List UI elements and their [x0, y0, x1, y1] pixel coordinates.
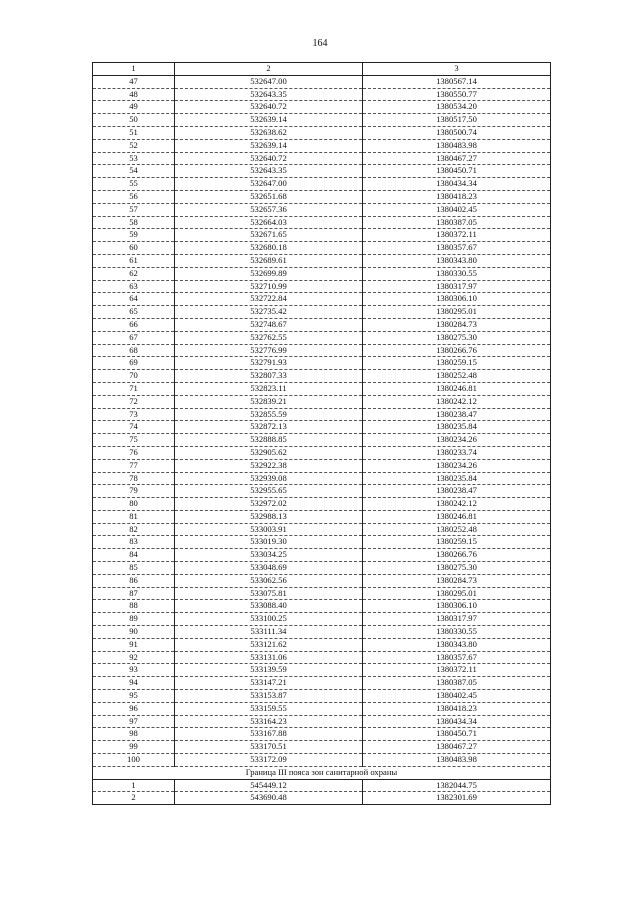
- x-coordinate-cell: 533062.56: [175, 574, 363, 587]
- table-row: [93, 229, 551, 242]
- y-coordinate-cell: 1380284.73: [363, 574, 551, 587]
- table-row: [93, 485, 551, 498]
- x-coordinate-cell: 533111.34: [175, 626, 363, 639]
- x-coordinate-cell: 532776.99: [175, 344, 363, 357]
- y-coordinate-cell: 1380266.76: [363, 549, 551, 562]
- x-coordinate-cell: 533048.69: [175, 562, 363, 575]
- x-coordinate-cell: 532640.72: [175, 101, 363, 114]
- x-coordinate-cell: 532647.00: [175, 75, 363, 88]
- y-coordinate-cell: 1380534.20: [363, 101, 551, 114]
- table-row: [93, 178, 551, 191]
- x-coordinate-cell: 532657.36: [175, 203, 363, 216]
- point-number-cell: 51: [93, 126, 175, 139]
- point-number-cell: 98: [93, 728, 175, 741]
- point-number-cell: 89: [93, 613, 175, 626]
- point-number-cell: 49: [93, 101, 175, 114]
- x-coordinate-cell: 532905.62: [175, 446, 363, 459]
- table-row: [93, 638, 551, 651]
- y-coordinate-cell: 1380238.47: [363, 408, 551, 421]
- table-row: [93, 472, 551, 485]
- point-number-cell: 83: [93, 536, 175, 549]
- point-number-cell: 78: [93, 472, 175, 485]
- y-coordinate-cell: 1380450.71: [363, 728, 551, 741]
- x-coordinate-cell: 533003.91: [175, 523, 363, 536]
- table-row: [93, 242, 551, 255]
- table-row: [93, 715, 551, 728]
- x-coordinate-cell: 533100.25: [175, 613, 363, 626]
- point-number-cell: 88: [93, 600, 175, 613]
- table-row: [93, 254, 551, 267]
- table-row: [93, 139, 551, 152]
- table-row: [93, 446, 551, 459]
- table-row: [93, 587, 551, 600]
- point-number-cell: 64: [93, 293, 175, 306]
- table-row: [93, 574, 551, 587]
- table-row: [93, 626, 551, 639]
- y-coordinate-cell: 1380234.26: [363, 434, 551, 447]
- x-coordinate-cell: 532664.03: [175, 216, 363, 229]
- point-number-cell: 61: [93, 254, 175, 267]
- x-coordinate-cell: 532689.61: [175, 254, 363, 267]
- point-number-cell: 99: [93, 741, 175, 754]
- y-coordinate-cell: 1380450.71: [363, 165, 551, 178]
- point-number-cell: 70: [93, 370, 175, 383]
- table-row: [93, 370, 551, 383]
- point-number-cell: 58: [93, 216, 175, 229]
- y-coordinate-cell: 1380306.10: [363, 293, 551, 306]
- table-row: [93, 152, 551, 165]
- y-coordinate-cell: 1380330.55: [363, 267, 551, 280]
- point-number-cell: 62: [93, 267, 175, 280]
- x-coordinate-cell: 533019.30: [175, 536, 363, 549]
- y-coordinate-cell: 1380238.47: [363, 485, 551, 498]
- x-coordinate-cell: 532823.11: [175, 382, 363, 395]
- y-coordinate-cell: 1380266.76: [363, 344, 551, 357]
- table-row: [93, 216, 551, 229]
- column-header: 2: [175, 63, 363, 76]
- x-coordinate-cell: 533153.87: [175, 690, 363, 703]
- y-coordinate-cell: 1380317.97: [363, 280, 551, 293]
- y-coordinate-cell: 1380235.84: [363, 421, 551, 434]
- y-coordinate-cell: 1380343.80: [363, 638, 551, 651]
- table-row: [93, 190, 551, 203]
- table-header-row: [93, 63, 551, 76]
- point-number-cell: 1: [93, 779, 175, 792]
- x-coordinate-cell: 533121.62: [175, 638, 363, 651]
- table-row: [93, 88, 551, 101]
- x-coordinate-cell: 533088.40: [175, 600, 363, 613]
- y-coordinate-cell: 1380246.81: [363, 382, 551, 395]
- table-row: [93, 101, 551, 114]
- table-row: [93, 306, 551, 319]
- y-coordinate-cell: 1380246.81: [363, 510, 551, 523]
- y-coordinate-cell: 1380259.15: [363, 357, 551, 370]
- point-number-cell: 93: [93, 664, 175, 677]
- table-row: [93, 702, 551, 715]
- table-row: [93, 280, 551, 293]
- x-coordinate-cell: 532922.38: [175, 459, 363, 472]
- y-coordinate-cell: 1380434.34: [363, 715, 551, 728]
- point-number-cell: 90: [93, 626, 175, 639]
- point-number-cell: 67: [93, 331, 175, 344]
- point-number-cell: 68: [93, 344, 175, 357]
- table-row: [93, 741, 551, 754]
- y-coordinate-cell: 1380434.34: [363, 178, 551, 191]
- table-row: [93, 421, 551, 434]
- y-coordinate-cell: 1380402.45: [363, 203, 551, 216]
- y-coordinate-cell: 1380295.01: [363, 587, 551, 600]
- y-coordinate-cell: 1380387.05: [363, 677, 551, 690]
- y-coordinate-cell: 1380242.12: [363, 395, 551, 408]
- x-coordinate-cell: 532839.21: [175, 395, 363, 408]
- point-number-cell: 92: [93, 651, 175, 664]
- table-row: [93, 498, 551, 511]
- point-number-cell: 100: [93, 754, 175, 767]
- y-coordinate-cell: 1380372.11: [363, 229, 551, 242]
- x-coordinate-cell: 532639.14: [175, 114, 363, 127]
- y-coordinate-cell: 1380259.15: [363, 536, 551, 549]
- y-coordinate-cell: 1382044.75: [363, 779, 551, 792]
- table-body: [93, 63, 551, 805]
- table-row: [93, 510, 551, 523]
- y-coordinate-cell: 1380275.30: [363, 562, 551, 575]
- y-coordinate-cell: 1380233.74: [363, 446, 551, 459]
- table-row: [93, 664, 551, 677]
- point-number-cell: 94: [93, 677, 175, 690]
- table-row: [93, 75, 551, 88]
- x-coordinate-cell: 532872.13: [175, 421, 363, 434]
- table-row: [93, 677, 551, 690]
- y-coordinate-cell: 1380483.98: [363, 139, 551, 152]
- point-number-cell: 59: [93, 229, 175, 242]
- y-coordinate-cell: 1380284.73: [363, 318, 551, 331]
- page-number: 164: [312, 38, 328, 49]
- x-coordinate-cell: 532710.99: [175, 280, 363, 293]
- table-row: [93, 549, 551, 562]
- point-number-cell: 52: [93, 139, 175, 152]
- y-coordinate-cell: 1380252.48: [363, 523, 551, 536]
- x-coordinate-cell: 532888.85: [175, 434, 363, 447]
- point-number-cell: 66: [93, 318, 175, 331]
- table-row: [93, 344, 551, 357]
- x-coordinate-cell: 532748.67: [175, 318, 363, 331]
- table-row: [93, 126, 551, 139]
- coordinates-table: [92, 62, 551, 805]
- x-coordinate-cell: 532972.02: [175, 498, 363, 511]
- table-row: [93, 651, 551, 664]
- x-coordinate-cell: 532643.35: [175, 88, 363, 101]
- table-row: [93, 536, 551, 549]
- point-number-cell: 63: [93, 280, 175, 293]
- point-number-cell: 75: [93, 434, 175, 447]
- point-number-cell: 65: [93, 306, 175, 319]
- point-number-cell: 81: [93, 510, 175, 523]
- point-number-cell: 76: [93, 446, 175, 459]
- y-coordinate-cell: 1380500.74: [363, 126, 551, 139]
- point-number-cell: 53: [93, 152, 175, 165]
- x-coordinate-cell: 532955.65: [175, 485, 363, 498]
- point-number-cell: 72: [93, 395, 175, 408]
- x-coordinate-cell: 533172.09: [175, 754, 363, 767]
- table-row: [93, 318, 551, 331]
- x-coordinate-cell: 532791.93: [175, 357, 363, 370]
- y-coordinate-cell: 1380252.48: [363, 370, 551, 383]
- column-header: 3: [363, 63, 551, 76]
- x-coordinate-cell: 532699.89: [175, 267, 363, 280]
- y-coordinate-cell: 1380306.10: [363, 600, 551, 613]
- x-coordinate-cell: 533170.51: [175, 741, 363, 754]
- x-coordinate-cell: 533034.25: [175, 549, 363, 562]
- column-header: 1: [93, 63, 175, 76]
- table-row: [93, 613, 551, 626]
- point-number-cell: 80: [93, 498, 175, 511]
- point-number-cell: 95: [93, 690, 175, 703]
- x-coordinate-cell: 532640.72: [175, 152, 363, 165]
- y-coordinate-cell: 1380467.27: [363, 741, 551, 754]
- point-number-cell: 97: [93, 715, 175, 728]
- point-number-cell: 74: [93, 421, 175, 434]
- y-coordinate-cell: 1380517.50: [363, 114, 551, 127]
- x-coordinate-cell: 532762.55: [175, 331, 363, 344]
- table-row: [93, 114, 551, 127]
- table-row: [93, 728, 551, 741]
- point-number-cell: 91: [93, 638, 175, 651]
- x-coordinate-cell: 533164.23: [175, 715, 363, 728]
- table-row: [93, 165, 551, 178]
- x-coordinate-cell: 532807.33: [175, 370, 363, 383]
- x-coordinate-cell: 532722.84: [175, 293, 363, 306]
- table-row: [93, 523, 551, 536]
- y-coordinate-cell: 1380402.45: [363, 690, 551, 703]
- table-row: [93, 357, 551, 370]
- x-coordinate-cell: 532855.59: [175, 408, 363, 421]
- table-row: [93, 690, 551, 703]
- point-number-cell: 2: [93, 792, 175, 805]
- point-number-cell: 50: [93, 114, 175, 127]
- table-row: [93, 382, 551, 395]
- point-number-cell: 69: [93, 357, 175, 370]
- x-coordinate-cell: 532671.65: [175, 229, 363, 242]
- table-row: [93, 459, 551, 472]
- y-coordinate-cell: 1380550.77: [363, 88, 551, 101]
- x-coordinate-cell: 532939.08: [175, 472, 363, 485]
- x-coordinate-cell: 532638.62: [175, 126, 363, 139]
- point-number-cell: 73: [93, 408, 175, 421]
- table-row: [93, 408, 551, 421]
- point-number-cell: 85: [93, 562, 175, 575]
- point-number-cell: 54: [93, 165, 175, 178]
- table-row: [93, 754, 551, 767]
- table-row: [93, 562, 551, 575]
- point-number-cell: 60: [93, 242, 175, 255]
- table-row: [93, 293, 551, 306]
- point-number-cell: 77: [93, 459, 175, 472]
- y-coordinate-cell: 1380235.84: [363, 472, 551, 485]
- point-number-cell: 56: [93, 190, 175, 203]
- y-coordinate-cell: 1382301.69: [363, 792, 551, 805]
- x-coordinate-cell: 532643.35: [175, 165, 363, 178]
- x-coordinate-cell: 532647.00: [175, 178, 363, 191]
- point-number-cell: 79: [93, 485, 175, 498]
- x-coordinate-cell: 532735.42: [175, 306, 363, 319]
- section-title-row: [93, 766, 551, 779]
- y-coordinate-cell: 1380275.30: [363, 331, 551, 344]
- y-coordinate-cell: 1380343.80: [363, 254, 551, 267]
- y-coordinate-cell: 1380418.23: [363, 702, 551, 715]
- table-row: [93, 792, 551, 805]
- table-row: [93, 779, 551, 792]
- x-coordinate-cell: 533075.81: [175, 587, 363, 600]
- point-number-cell: 55: [93, 178, 175, 191]
- x-coordinate-cell: 533167.88: [175, 728, 363, 741]
- point-number-cell: 47: [93, 75, 175, 88]
- point-number-cell: 86: [93, 574, 175, 587]
- y-coordinate-cell: 1380357.67: [363, 651, 551, 664]
- x-coordinate-cell: 532651.68: [175, 190, 363, 203]
- point-number-cell: 48: [93, 88, 175, 101]
- y-coordinate-cell: 1380418.23: [363, 190, 551, 203]
- x-coordinate-cell: 533147.21: [175, 677, 363, 690]
- table-row: [93, 267, 551, 280]
- table-row: [93, 395, 551, 408]
- x-coordinate-cell: 532680.18: [175, 242, 363, 255]
- point-number-cell: 87: [93, 587, 175, 600]
- point-number-cell: 71: [93, 382, 175, 395]
- y-coordinate-cell: 1380330.55: [363, 626, 551, 639]
- table-row: [93, 600, 551, 613]
- point-number-cell: 82: [93, 523, 175, 536]
- section-title: Граница III пояса зон санитарной охраны: [93, 766, 551, 779]
- y-coordinate-cell: 1380567.14: [363, 75, 551, 88]
- point-number-cell: 84: [93, 549, 175, 562]
- y-coordinate-cell: 1380483.98: [363, 754, 551, 767]
- table-row: [93, 331, 551, 344]
- y-coordinate-cell: 1380317.97: [363, 613, 551, 626]
- table-row: [93, 434, 551, 447]
- x-coordinate-cell: 533139.59: [175, 664, 363, 677]
- y-coordinate-cell: 1380242.12: [363, 498, 551, 511]
- point-number-cell: 57: [93, 203, 175, 216]
- table-row: [93, 203, 551, 216]
- y-coordinate-cell: 1380387.05: [363, 216, 551, 229]
- x-coordinate-cell: 543690.48: [175, 792, 363, 805]
- x-coordinate-cell: 532639.14: [175, 139, 363, 152]
- y-coordinate-cell: 1380234.26: [363, 459, 551, 472]
- x-coordinate-cell: 532988.13: [175, 510, 363, 523]
- x-coordinate-cell: 533159.55: [175, 702, 363, 715]
- y-coordinate-cell: 1380295.01: [363, 306, 551, 319]
- point-number-cell: 96: [93, 702, 175, 715]
- x-coordinate-cell: 545449.12: [175, 779, 363, 792]
- x-coordinate-cell: 533131.06: [175, 651, 363, 664]
- y-coordinate-cell: 1380467.27: [363, 152, 551, 165]
- y-coordinate-cell: 1380372.11: [363, 664, 551, 677]
- y-coordinate-cell: 1380357.67: [363, 242, 551, 255]
